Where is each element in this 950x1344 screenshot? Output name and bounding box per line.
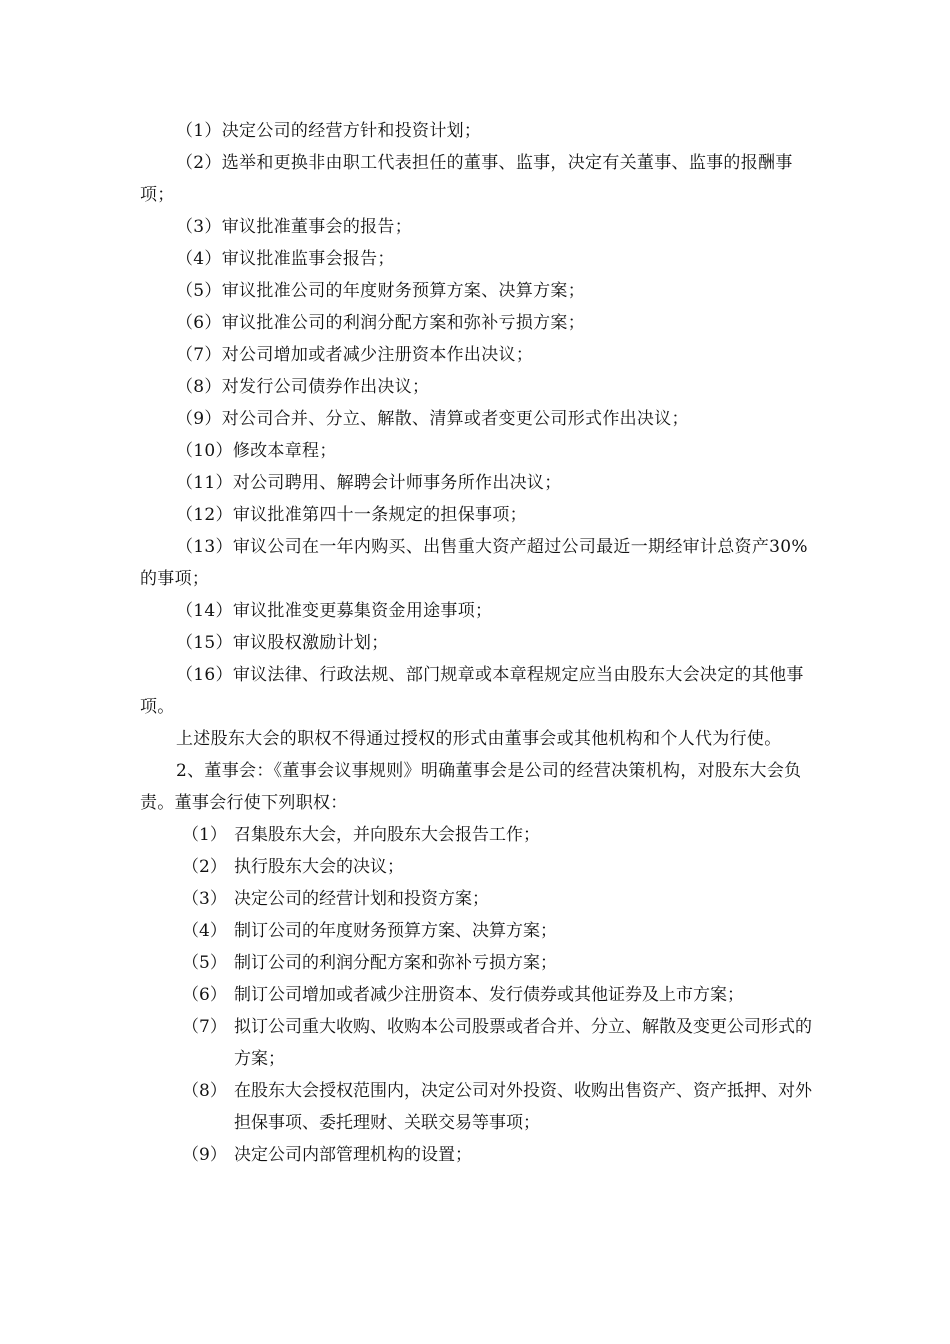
- list-number: （3）: [182, 889, 227, 909]
- list-item: （15）审议股权激励计划；: [176, 633, 389, 653]
- list-number: （4）: [182, 921, 227, 941]
- list-item: （8）对发行公司债券作出决议；: [176, 377, 430, 397]
- list-number: （2）: [182, 857, 227, 877]
- list-text: 在股东大会授权范围内，决定公司对外投资、收购出售资产、资产抵押、对外担保事项、委托理财、关联交易等事项；: [234, 1081, 812, 1133]
- list-text: 制订公司增加或者减少注册资本、发行债券或其他证券及上市方案；: [234, 985, 744, 1005]
- board-list-item: [182, 1011, 812, 1075]
- list-text: 制订公司的利润分配方案和弥补亏损方案；: [234, 953, 557, 973]
- board-powers-list: [140, 819, 812, 1171]
- board-list-item: [182, 1139, 812, 1171]
- list-item: （5）审议批准公司的年度财务预算方案、决算方案；: [176, 281, 586, 301]
- board-list-item: [182, 883, 812, 915]
- list-text: 拟订公司重大收购、收购本公司股票或者合并、分立、解散及变更公司形式的方案；: [234, 1017, 812, 1069]
- list-number: （6）: [182, 985, 227, 1005]
- list-number: （5）: [182, 953, 227, 973]
- delegation-note: 上述股东大会的职权不得通过授权的形式由董事会或其他机构和个人代为行使。: [176, 729, 782, 749]
- board-intro-paragraph: 2、董事会：《董事会议事规则》明确董事会是公司的经营决策机构，对股东大会负责。董事会行使下列职权：: [140, 761, 802, 813]
- board-list-item: [182, 979, 812, 1011]
- list-item: （13）审议公司在一年内购买、出售重大资产超过公司最近一期经审计总资产30%的事项；: [140, 537, 808, 589]
- list-item: （3）审议批准董事会的报告；: [176, 217, 413, 237]
- list-text: 召集股东大会，并向股东大会报告工作；: [234, 825, 540, 845]
- board-list-item: [182, 947, 812, 979]
- list-item: （12）审议批准第四十一条规定的担保事项；: [176, 505, 527, 525]
- list-item: （9）对公司合并、分立、解散、清算或者变更公司形式作出决议；: [176, 409, 689, 429]
- board-list-item: [182, 819, 812, 851]
- list-number: （1）: [182, 825, 227, 845]
- board-list-item: [182, 1075, 812, 1139]
- list-number: （9）: [182, 1145, 227, 1165]
- list-text: 制订公司的年度财务预算方案、决算方案；: [234, 921, 557, 941]
- list-item: （4）审议批准监事会报告；: [176, 249, 395, 269]
- document-body: [140, 115, 812, 1171]
- list-item: （10）修改本章程；: [176, 441, 337, 461]
- list-item: （14）审议批准变更募集资金用途事项；: [176, 601, 493, 621]
- board-list-item: [182, 851, 812, 883]
- list-text: 决定公司的经营计划和投资方案；: [234, 889, 489, 909]
- list-text: 决定公司内部管理机构的设置；: [234, 1145, 472, 1165]
- shareholder-powers-list: [140, 115, 812, 723]
- list-item: （11）对公司聘用、解聘会计师事务所作出决议；: [176, 473, 562, 493]
- list-item: （6）审议批准公司的利润分配方案和弥补亏损方案；: [176, 313, 586, 333]
- list-item: （2）选举和更换非由职工代表担任的董事、监事，决定有关董事、监事的报酬事项；: [140, 153, 793, 205]
- list-item: （1）决定公司的经营方针和投资计划；: [176, 121, 482, 141]
- list-item: （16）审议法律、行政法规、部门规章或本章程规定应当由股东大会决定的其他事项。: [140, 665, 804, 717]
- list-number: （8）: [182, 1081, 227, 1101]
- list-item: （7）对公司增加或者减少注册资本作出决议；: [176, 345, 534, 365]
- list-text: 执行股东大会的决议；: [234, 857, 404, 877]
- board-list-item: [182, 915, 812, 947]
- list-number: （7）: [182, 1017, 227, 1037]
